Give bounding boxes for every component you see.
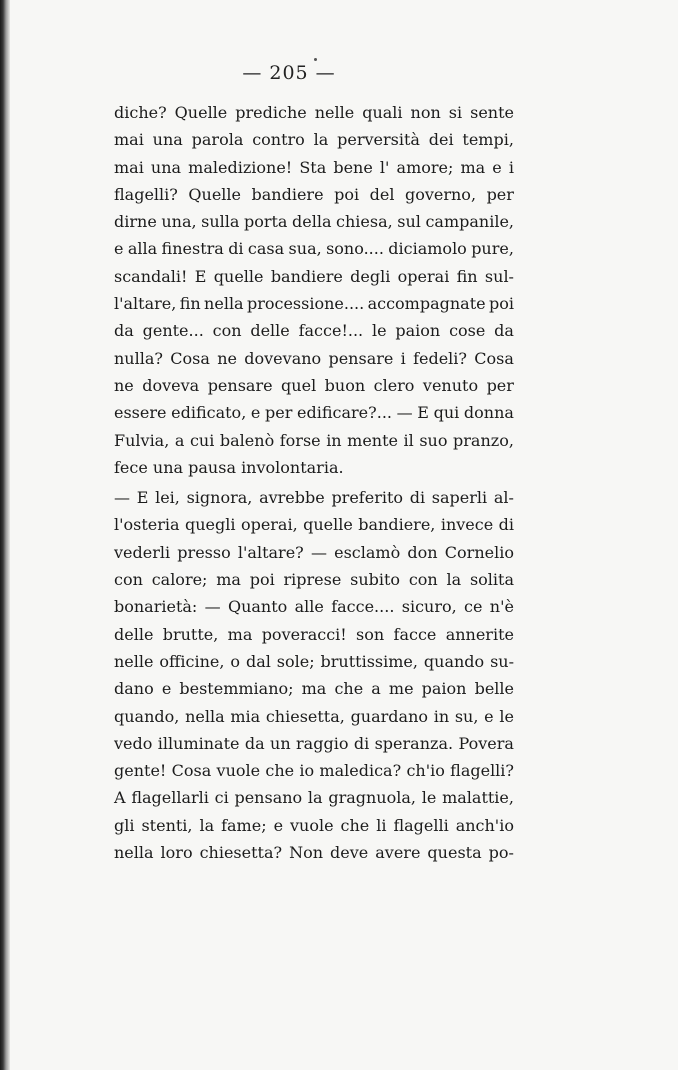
text-line: nelle officine, o dal sole; bruttissime, quando su- [114,651,514,671]
text-line: fece una pausa involontaria. [114,457,344,477]
text-line: mai una parola contro la perversità dei tempi, [114,130,514,150]
text-line: essere edificato, e per edificare?... — E qui donna [114,403,514,423]
text-line: da gente... con delle facce!... le paion cose da [114,321,514,341]
text-line: vedo illuminate da un raggio di speranza. Povera [114,733,514,753]
text-line: vederli presso l'altare? — esclamò don Cornelio [114,542,514,562]
text-line: nella loro chiesetta? Non deve avere questa po- [114,843,514,863]
text-line: e alla finestra di casa sua, sono.... diciamolo pure, [114,239,514,259]
text-line: nulla? Cosa ne dovevano pensare i fedeli? Cosa [114,348,514,368]
text-line: A flagellarli ci pensano la gragnuola, le malattie, [114,788,514,808]
text-line: — E lei, signora, avrebbe preferito di saperli al- [114,488,514,508]
text-line: con calore; ma poi riprese subito con la solita [114,570,514,590]
text-line: dano e bestemmiano; ma che a me paion belle [114,679,514,699]
text-line: scandali! E quelle bandiere degli operai fin sul- [114,266,514,286]
body-text [114,99,514,866]
text-line: mai una maledizione! Sta bene l' amore; ma e i [114,157,514,177]
text-line: gli stenti, la fame; e vuole che li flagelli anch'io [114,815,514,835]
text-line: delle brutte, ma poveracci! son facce annerite [114,624,514,644]
text-line: bonarietà: — Quanto alle facce.... sicuro, ce n'è [114,597,514,617]
text-line: dirne una, sulla porta della chiesa, sul campanile, [114,212,514,232]
text-line: ne doveva pensare quel buon clero venuto per [114,375,514,395]
ink-speck [314,58,317,61]
book-spine-shadow [0,0,10,1070]
page-number: — 205 — [242,62,336,84]
text-line: gente! Cosa vuole che io maledica? ch'io flagelli? [114,761,514,781]
text-line: l'osteria quegli operai, quelle bandiere, invece di [114,515,514,535]
text-line: diche? Quelle prediche nelle quali non si sente [114,103,514,122]
text-line: l'altare, fin nella processione.... accompagnate poi [114,294,514,314]
text-line: Fulvia, a cui balenò forse in mente il suo pranzo, [114,430,514,450]
text-line: quando, nella mia chiesetta, guardano in su, e le [114,706,514,726]
text-line: flagelli? Quelle bandiere poi del governo, per [114,184,514,204]
